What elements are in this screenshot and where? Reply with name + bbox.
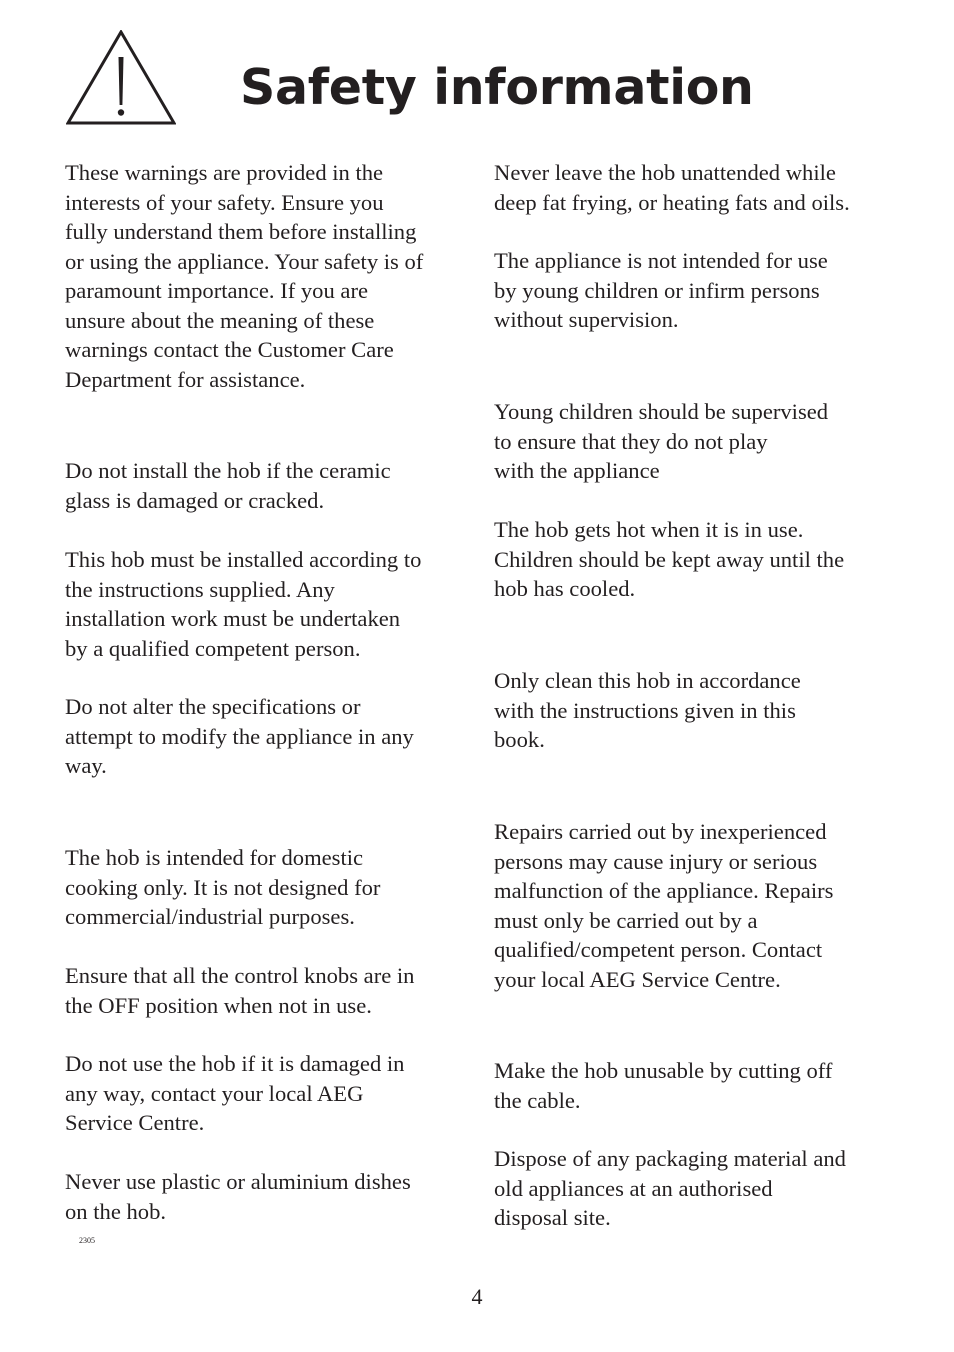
page-number: 4 (471, 1284, 483, 1309)
warning-triangle-icon (66, 30, 176, 126)
page-title: Safety information (240, 59, 754, 116)
warning-paragraph: Dispose of any packaging material and old appliances at an authorised disposal site. (494, 1146, 846, 1230)
intro-paragraph: These warnings are provided in the interests of your safety. Ensure you fully understand them before installing or using the appliance. Your safety is of paramount importance. If you are unsure about the meaning of these warnings contact the Customer Care Department for assistance. (65, 160, 424, 392)
warning-paragraph: This hob must be installed according to the instructions supplied. Any installation work must be undertaken by a qualified competent person. (65, 547, 422, 661)
warning-paragraph: Never leave the hob unattended while deep fat frying, or heating fats and oils. (494, 160, 850, 215)
document-code: 2305 (79, 1236, 95, 1245)
warning-paragraph: The hob is intended for domestic cooking only. It is not designed for commercial/industrial purposes. (65, 845, 381, 929)
warning-paragraph: The hob gets hot when it is in use. Children should be kept away until the hob has cooled. (494, 517, 845, 601)
warning-paragraph: Only clean this hob in accordance with the instructions given in this book. (494, 668, 801, 752)
warning-paragraph: The appliance is not intended for use by young children or infirm persons without supervision. (494, 248, 828, 332)
warning-paragraph: Repairs carried out by inexperienced persons may cause injury or serious malfunction of the appliance. Repairs must only be carried out by a qualified/competent person. Contact your local AEG Service Centre. (494, 819, 834, 992)
warning-paragraph: Do not alter the specifications or attempt to modify the appliance in any way. (65, 694, 414, 778)
warning-paragraph: Never use plastic or aluminium dishes on the hob. (65, 1169, 411, 1224)
warning-paragraph: Young children should be supervised to ensure that they do not play with the appliance (494, 399, 829, 483)
warning-paragraph: Do not use the hob if it is damaged in any way, contact your local AEG Service Centre. (65, 1051, 405, 1135)
warning-paragraph: Do not install the hob if the ceramic glass is damaged or cracked. (65, 458, 391, 513)
warning-paragraph: Ensure that all the control knobs are in the OFF position when not in use. (65, 963, 415, 1018)
warning-paragraph: Make the hob unusable by cutting off the cable. (494, 1058, 833, 1113)
